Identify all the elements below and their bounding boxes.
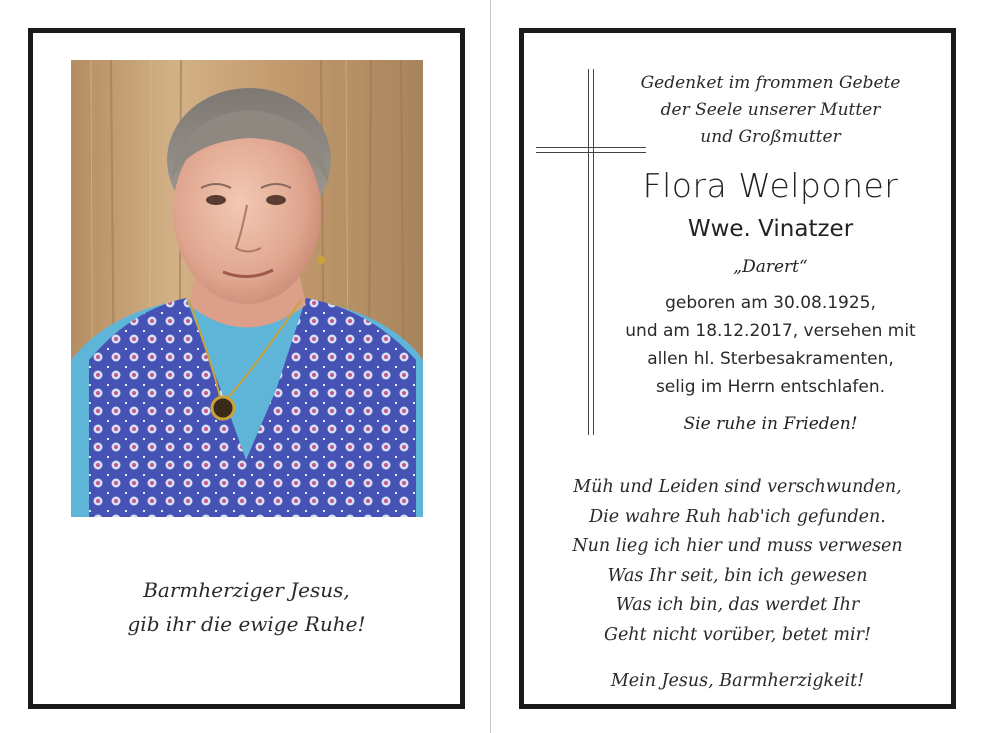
portrait-photo [71, 60, 423, 517]
dates-line: allen hl. Sterbesakramenten, [647, 349, 894, 369]
poem-line: Die wahre Ruh hab'ich gefunden. [589, 506, 886, 527]
fold-line [490, 0, 491, 733]
intro-line: und Großmutter [700, 127, 841, 147]
poem-line: Was ich bin, das werdet Ihr [615, 595, 860, 615]
intro-line: Gedenket im frommen Gebete [640, 73, 901, 93]
dates-line: geboren am 30.08.1925, [665, 293, 876, 313]
poem-line: Nun lieg ich hier und muss verwesen [572, 536, 903, 556]
life-dates [590, 289, 951, 401]
deceased-name: Flora Welponer [642, 166, 899, 205]
poem-line: Was Ihr seit, bin ich gewesen [607, 565, 868, 586]
verse-line: Barmherziger Jesus, [143, 578, 350, 602]
poem-line: Geht nicht vorüber, betet mir! [603, 624, 872, 645]
verse-line: gib ihr die ewige Ruhe! [127, 612, 366, 636]
intro-text [590, 70, 951, 151]
closing-prayer: Mein Jesus, Barmherzigkeit! [610, 671, 865, 691]
nickname: „Darert“ [733, 257, 808, 277]
left-verse [33, 573, 460, 641]
poem-line: Müh und Leiden sind verschwunden, [573, 477, 902, 497]
dates-line: und am 18.12.2017, versehen mit [625, 321, 916, 341]
poem [524, 473, 951, 650]
intro-line: der Seele unserer Mutter [660, 100, 881, 120]
right-card [519, 28, 956, 709]
widow-name: Wwe. Vinatzer [687, 216, 854, 242]
dates-line: selig im Herrn entschlafen. [655, 377, 886, 397]
left-card [28, 28, 465, 709]
rest-in-peace: Sie ruhe in Frieden! [683, 414, 858, 434]
